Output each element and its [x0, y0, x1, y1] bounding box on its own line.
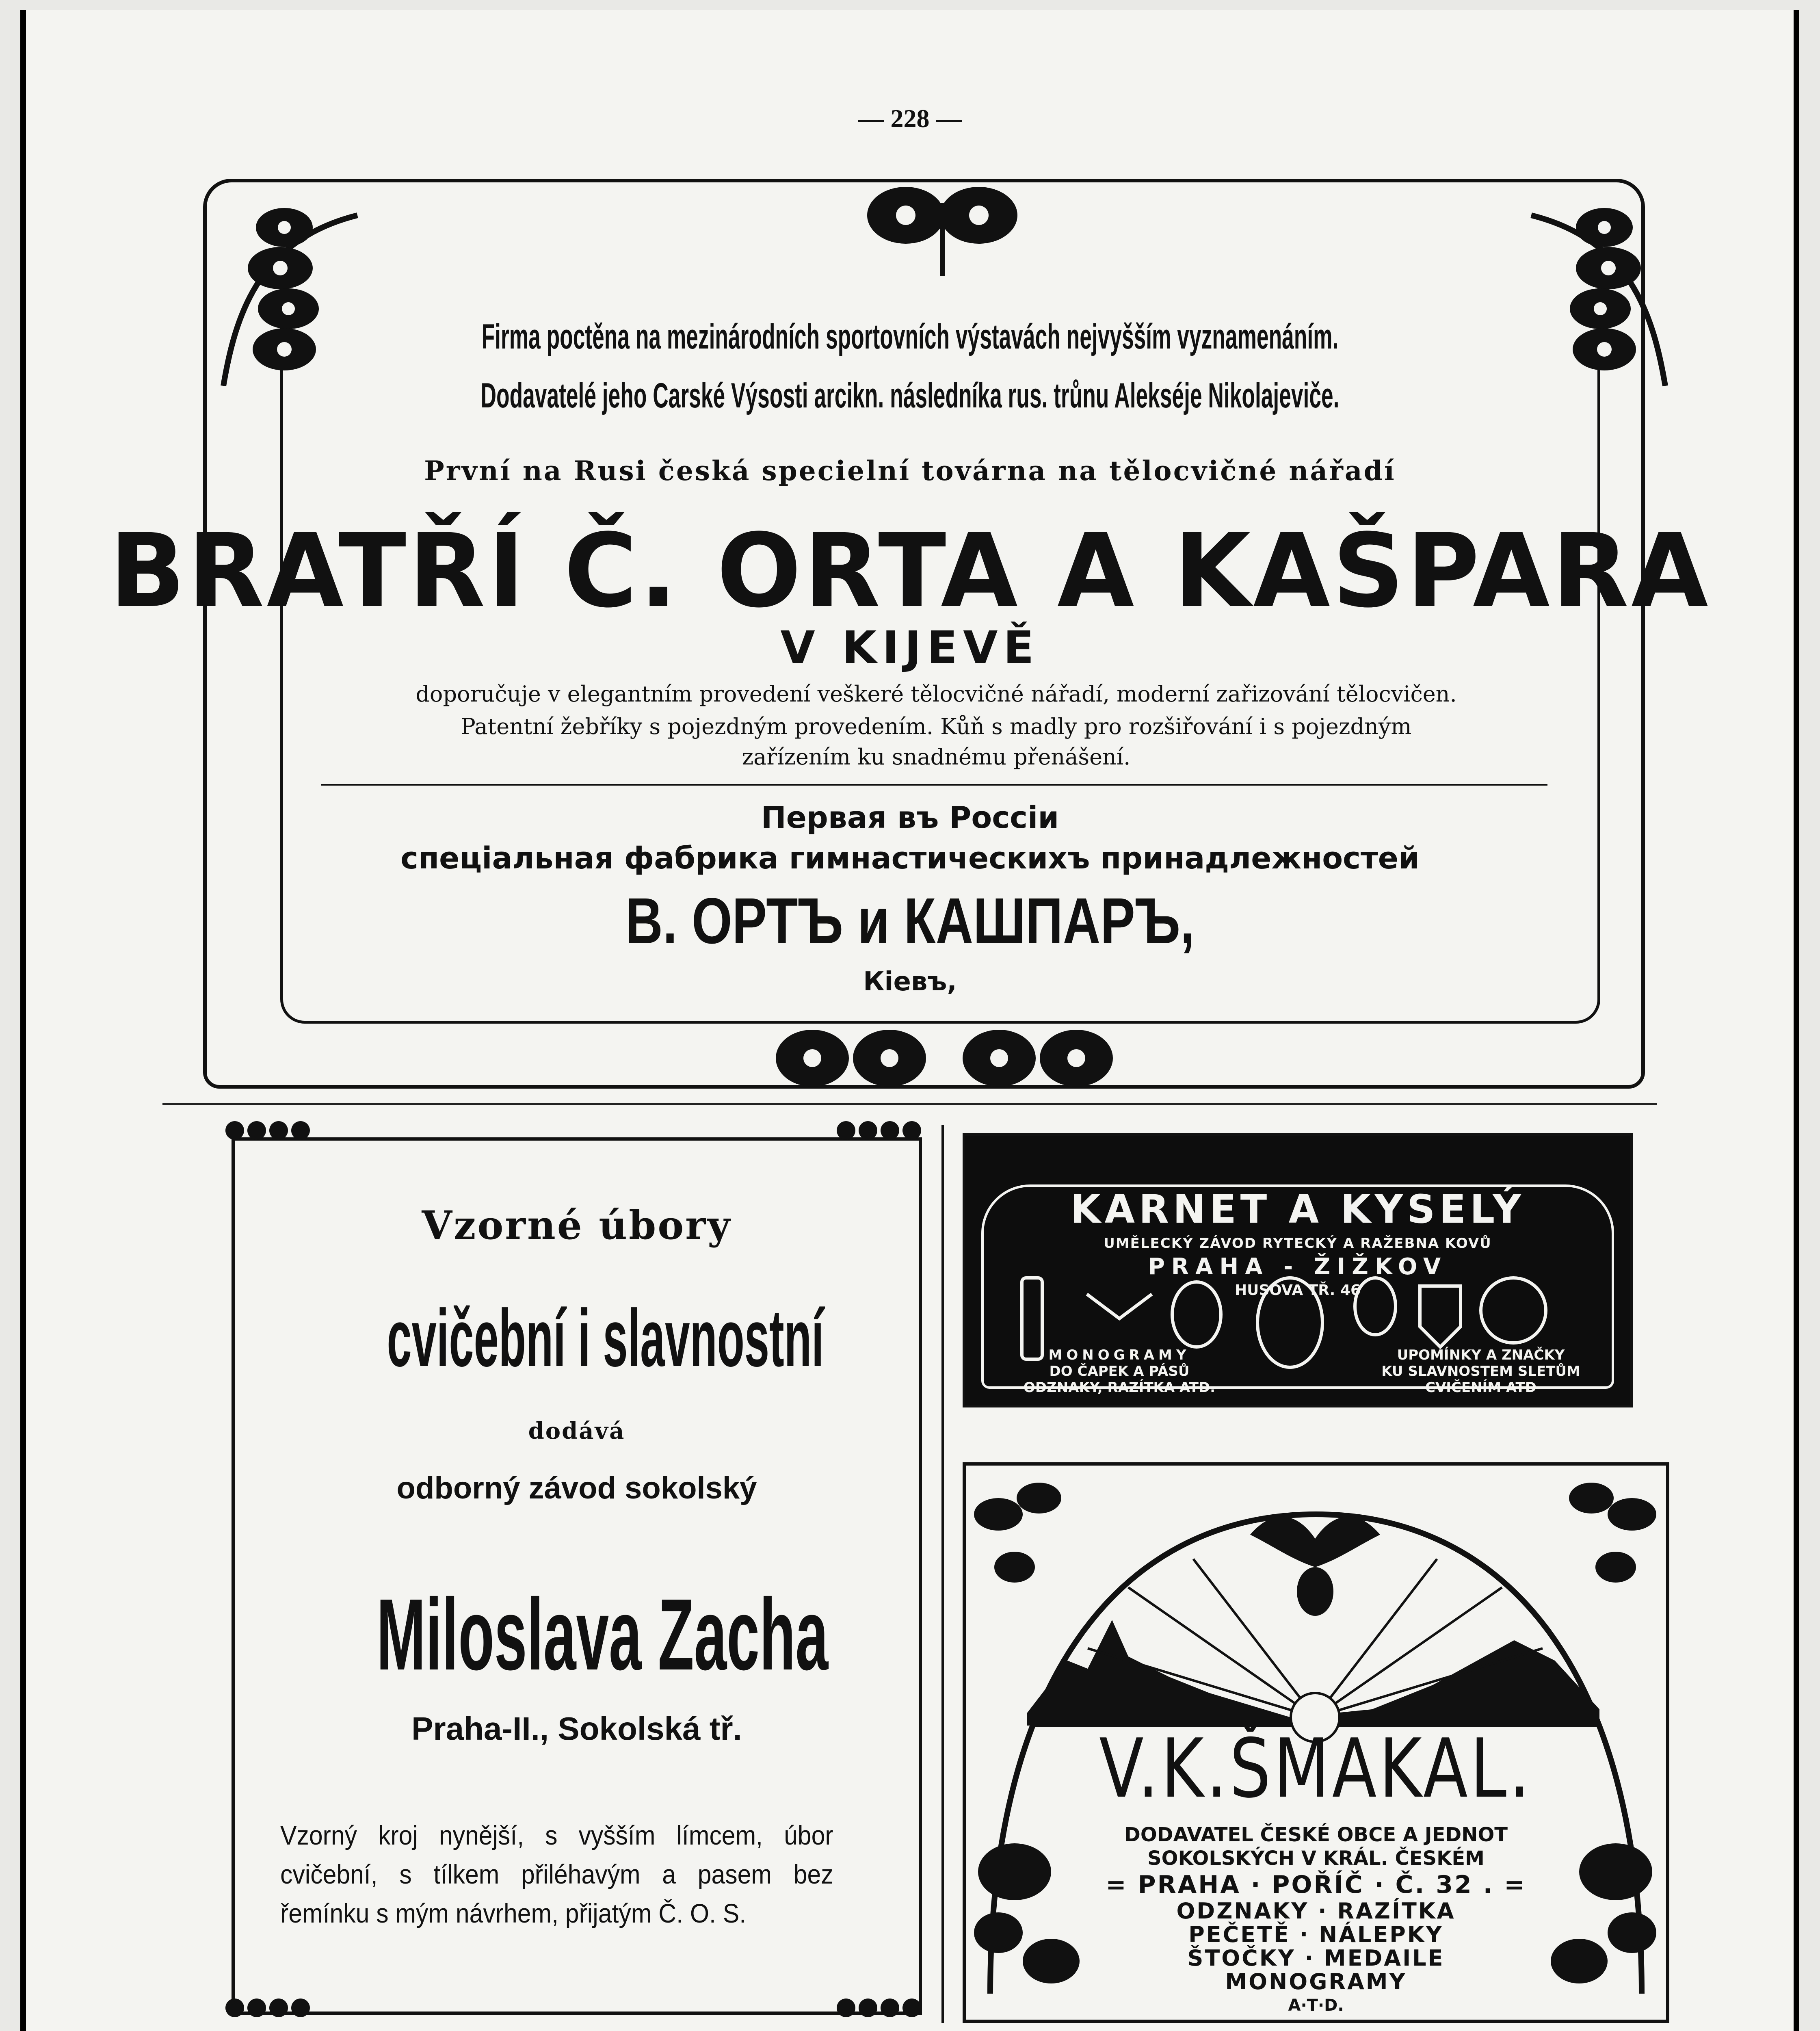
- left-ad-line-1: Vzorné úbory: [422, 1202, 732, 1248]
- section-divider: [162, 1103, 1657, 1105]
- corner-dots-bottom-left: [225, 1999, 310, 2017]
- flower-ornament-top-icon: [861, 179, 1024, 284]
- description-line-2: Patentní žebříky s pojezdným provedením. Kůň s madly pro rozšiřování i s pojezdným: [461, 714, 1412, 739]
- smakal-line-6: ŠTOČKY · MEDAILE: [1187, 1945, 1445, 1971]
- smakal-name: V.K.ŠMAKAL.: [1099, 1721, 1533, 1816]
- column-divider: [941, 1125, 944, 2023]
- corner-dots-top-left: [225, 1121, 310, 1140]
- russian-company-name: В. ОРТЪ и КАШПАРЪ,: [625, 884, 1195, 957]
- divider: [321, 784, 1547, 786]
- karnet-subtitle-2: PRAHA - ŽIŽKOV: [1148, 1254, 1448, 1280]
- smakal-line-3: = PRAHA · POŘÍČ · Č. 32 . =: [1106, 1871, 1526, 1899]
- supplier-line: Dodavatelé jeho Carské Výsosti arcikn. následníka rus. trůnu Alekséje Nikolajeviče.: [480, 376, 1340, 415]
- smakal-line-4: ODZNAKY · RAZÍTKA: [1176, 1898, 1456, 1924]
- karnet-subtitle-1: UMĚLECKÝ ZÁVOD RYTECKÝ A RAŽEBNA KOVŮ: [1104, 1235, 1492, 1252]
- left-ad-address: Praha-II., Sokolská tř.: [411, 1711, 742, 1747]
- left-ad-line-2: cvičební i slavnostní: [387, 1293, 824, 1384]
- smakal-line-7: MONOGRAMY: [1225, 1969, 1407, 1994]
- karnet-right-line-3: CVIČENÍM ATD: [1425, 1379, 1537, 1396]
- karnet-ad: [963, 1133, 1633, 1407]
- award-line: Firma poctěna na mezinárodních sportovních výstavách nejvyšším vyznamenáním.: [481, 317, 1339, 356]
- corner-dots-top-right: [837, 1121, 921, 1140]
- description-line-1: doporučuje v elegantním provedení veškeré tělocvičné nářadí, moderní zařizování tělocvičen.: [416, 681, 1457, 707]
- left-ad-line-4: odborný závod sokolský: [396, 1471, 757, 1505]
- corner-dots-bottom-right: [837, 1999, 921, 2017]
- russian-city: Кіевъ,: [863, 967, 957, 997]
- smakal-line-8: A·T·D.: [1288, 1996, 1344, 2015]
- karnet-left-line-2: DO ČAPEK A PÁSŮ: [1049, 1363, 1190, 1379]
- left-ad-line-3: dodává: [528, 1418, 625, 1444]
- smakal-ad: [963, 1462, 1669, 2023]
- russian-line-1: Первая въ Россіи: [761, 800, 1059, 835]
- page-number: — 228 —: [858, 104, 962, 133]
- karnet-title: KARNET A KYSELÝ: [1070, 1187, 1525, 1232]
- company-city: V KIJEVĚ: [780, 621, 1040, 673]
- karnet-right-line-2: KU SLAVNOSTEM SLETŮM: [1381, 1363, 1580, 1379]
- karnet-right-line-1: UPOMÍNKY A ZNAČKY: [1397, 1347, 1565, 1363]
- karnet-left-line-3: ODZNAKY, RAZÍTKA ATD.: [1023, 1379, 1216, 1396]
- karnet-street: HUSOVA TŘ. 46: [1235, 1282, 1361, 1299]
- first-factory-line: První na Rusi česká specielní továrna na tělocvičné nářadí: [424, 455, 1396, 487]
- karnet-left-line-1: MONOGRAMY: [1048, 1347, 1190, 1363]
- left-ad-body: Vzorný kroj nynější, s vyšším límcem, úbor cvičební, s tílkem přiléhavým a pasem bez řemínku s mým návrhem, přijatým Č. O. S.: [280, 1820, 833, 1928]
- flower-ornament-bottom-icon: [772, 1016, 1117, 1101]
- company-name: BRATŘÍ Č. ORTA A KAŠPARA: [109, 512, 1711, 630]
- russian-line-2: спеціальная фабрика гимнастическихъ принадлежностей: [400, 841, 1420, 876]
- smakal-line-1: DODAVATEL ČESKÉ OBCE A JEDNOT: [1124, 1823, 1508, 1846]
- flower-ornament-left-icon: [211, 191, 382, 402]
- smakal-line-5: PEČETĚ · NÁLEPKY: [1188, 1922, 1443, 1947]
- smakal-line-2: SOKOLSKÝCH V KRÁL. ČESKÉM: [1147, 1847, 1485, 1870]
- left-ad-company-name: Miloslava Zacha: [377, 1578, 829, 1691]
- description-line-3: zařízením ku snadnému přenášení.: [742, 744, 1131, 770]
- flower-ornament-right-icon: [1507, 191, 1677, 402]
